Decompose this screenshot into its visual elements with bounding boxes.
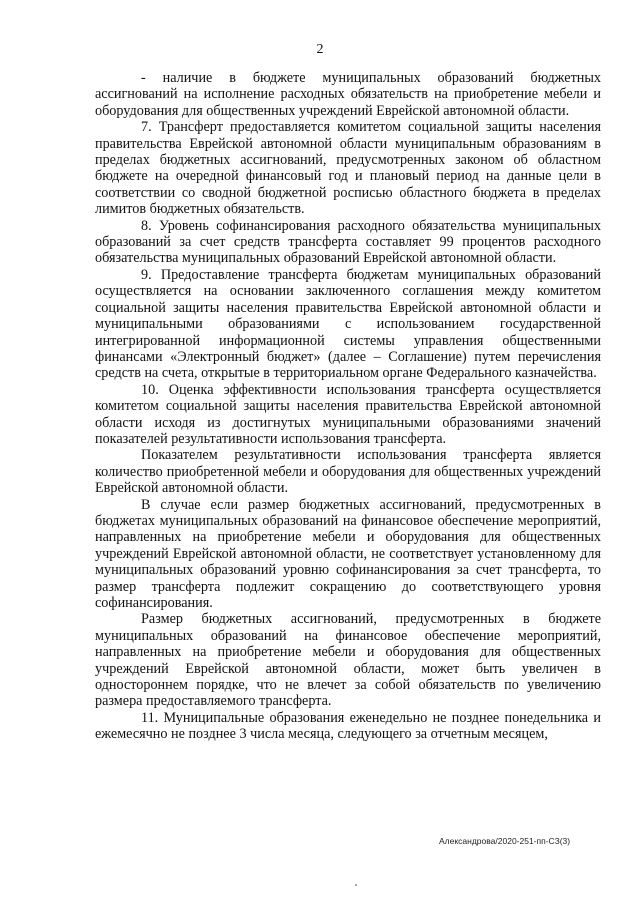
paragraph-reduction-case: В случае если размер бюджетных ассигнований, предусмотренных в бюджетах муниципальных образований на финансовое обеспечение мероприятий, направленных на приобретение мебели и оборудования для общественных учреждений Еврейской автономной области, не соответствует установленному для муниципальных образований уровню софинансирования за счет трансферта, то размер трансферта подлежит сокращению до соответствующего уровня софинансирования.	[95, 496, 601, 611]
page-number: 2	[316, 42, 324, 57]
paragraph-7: 7. Трансферт предоставляется комитетом социальной защиты населения правительства Еврейской автономной области муниципальным образованиям в пределах бюджетных ассигнований, предусмотренных законом об областном бюджете на очередной финансовый год и плановый период на данные цели в соответствии со сводной бюджетной росписью областного бюджета в пределах лимитов бюджетных обязательств.	[95, 119, 601, 218]
paragraph-9: 9. Предоставление трансферта бюджетам муниципальных образований осуществляется на основании заключенного соглашения между комитетом социальной защиты населения правительства Еврейской автономной области и муниципальными образованиями с использованием государственной интегрированной информационной системы управления общественными финансами «Электронный бюджет» (далее – Соглашение) путем перечисления средств на счета, открытые в территориальном органе Федерального казначейства.	[95, 266, 601, 382]
paragraph-11: 11. Муниципальные образования еженедельно не позднее понедельника и ежемесячно не позднее 3 числа месяца, следующего за отчетным месяцем,	[95, 709, 601, 743]
document-body	[95, 70, 601, 743]
paragraph-bullet-budget: - наличие в бюджете муниципальных образований бюджетных ассигнований на исполнение расходных обязательств на приобретение мебели и оборудования для общественных учреждений Еврейской автономной области.	[95, 70, 601, 119]
paragraph-8: 8. Уровень софинансирования расходного обязательства муниципальных образований за счет средств трансферта составляет 99 процентов расходного обязательства муниципальных образований Еврейской автономной области.	[95, 217, 601, 267]
scan-speck	[355, 884, 357, 886]
paragraph-10: 10. Оценка эффективности использования трансферта осуществляется комитетом социальной защиты населения правительства Еврейской автономной области исходя из достигнутых муниципальными образованиями значений показателей результативности использования трансферта.	[95, 381, 601, 447]
paragraph-increase-case: Размер бюджетных ассигнований, предусмотренных в бюджете муниципальных образований на финансовое обеспечение мероприятий, направленных на приобретение мебели и оборудования для общественных учреждений Еврейской автономной области, может быть увеличен в одностороннем порядке, что не влечет за собой обязательств по увеличению размера предоставляемого трансферта.	[95, 611, 601, 710]
document-footer-code: Александрова/2020-251-пп-СЗ(3)	[439, 836, 571, 846]
paragraph-indicator: Показателем результативности использования трансферта является количество приобретенной мебели и оборудования для общественных учреждений Еврейской автономной области.	[95, 447, 601, 497]
